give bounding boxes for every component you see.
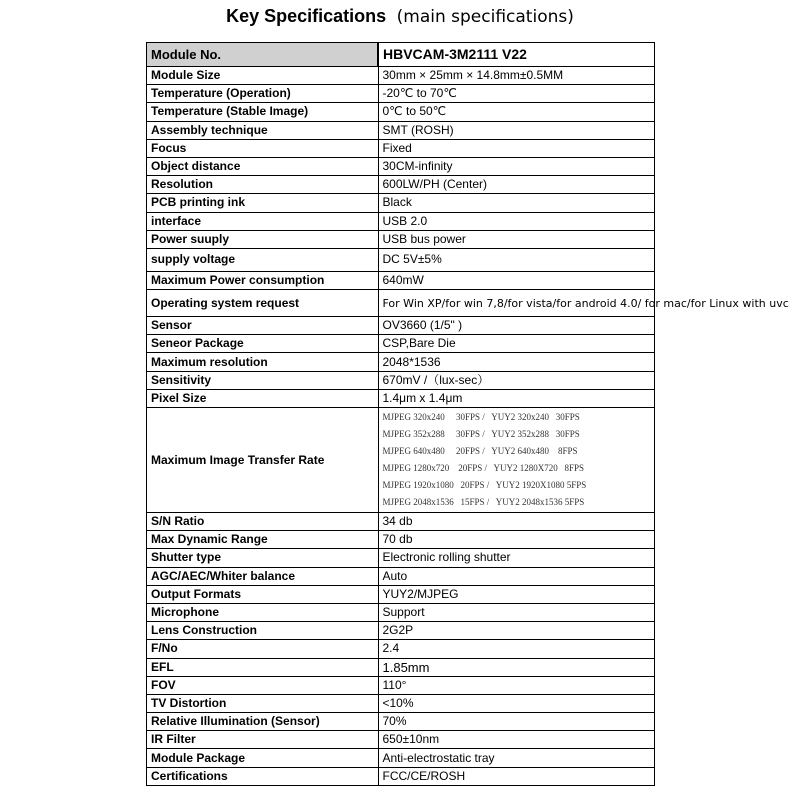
row-value: 650±10nm bbox=[378, 731, 655, 749]
row-value: 34 db bbox=[378, 513, 655, 531]
row-label: Relative Illumination (Sensor) bbox=[147, 713, 379, 731]
row-value: 2G2P bbox=[378, 622, 655, 640]
row-value: 110° bbox=[378, 676, 655, 694]
row-value: USB bus power bbox=[378, 230, 655, 248]
page-title bbox=[0, 6, 800, 27]
row-value: -20℃ to 70℃ bbox=[378, 85, 655, 103]
row-value: For Win XP/for win 7,8/for vista/for android 4.0/ for mac/for Linux with uvc bbox=[378, 290, 655, 317]
row-value: Auto bbox=[378, 567, 655, 585]
row-value: 70 db bbox=[378, 531, 655, 549]
table-row bbox=[147, 731, 655, 749]
table-row bbox=[147, 389, 655, 407]
transfer-rate-line: MJPEG 640x480 20FPS / YUY2 640x480 8FPS bbox=[382, 446, 578, 456]
row-label: EFL bbox=[147, 658, 379, 676]
row-label: Focus bbox=[147, 139, 379, 157]
table-row bbox=[147, 230, 655, 248]
table-row bbox=[147, 157, 655, 175]
table-header-row bbox=[147, 43, 655, 67]
row-value: USB 2.0 bbox=[378, 212, 655, 230]
table-row bbox=[147, 67, 655, 85]
row-label: Maximum Image Transfer Rate bbox=[147, 408, 379, 513]
row-label: Certifications bbox=[147, 767, 379, 785]
row-value: 2.4 bbox=[378, 640, 655, 658]
row-label: Assembly technique bbox=[147, 121, 379, 139]
row-label: F/No bbox=[147, 640, 379, 658]
transfer-rate-line: MJPEG 1280x720 20FPS / YUY2 1280X720 8FPS bbox=[382, 463, 584, 473]
row-value: 2048*1536 bbox=[378, 353, 655, 371]
table-row bbox=[147, 694, 655, 712]
row-label: S/N Ratio bbox=[147, 513, 379, 531]
table-row bbox=[147, 85, 655, 103]
table-row bbox=[147, 513, 655, 531]
table-row bbox=[147, 567, 655, 585]
table-row bbox=[147, 271, 655, 289]
row-label: Sensor bbox=[147, 317, 379, 335]
table-row bbox=[147, 248, 655, 271]
table-row bbox=[147, 713, 655, 731]
row-label: Resolution bbox=[147, 176, 379, 194]
row-label: FOV bbox=[147, 676, 379, 694]
transfer-rate-line: MJPEG 1920x1080 20FPS / YUY2 1920X1080 5FPS bbox=[382, 480, 587, 490]
row-value: 1.85mm bbox=[378, 658, 655, 676]
row-label: Sensitivity bbox=[147, 371, 379, 389]
row-value: Support bbox=[378, 603, 655, 621]
table-row bbox=[147, 212, 655, 230]
row-label: Maximum resolution bbox=[147, 353, 379, 371]
table-row bbox=[147, 353, 655, 371]
row-value: 30mm × 25mm × 14.8mm±0.5MM bbox=[378, 67, 655, 85]
row-value: 600LW/PH (Center) bbox=[378, 176, 655, 194]
transfer-rate-line: MJPEG 320x240 30FPS / YUY2 320x240 30FPS bbox=[382, 412, 580, 422]
row-label: Output Formats bbox=[147, 585, 379, 603]
row-label: PCB printing ink bbox=[147, 194, 379, 212]
table-row bbox=[147, 335, 655, 353]
table-row-transfer-rate bbox=[147, 408, 655, 513]
table-row bbox=[147, 749, 655, 767]
table-row bbox=[147, 658, 655, 676]
transfer-rate-list bbox=[378, 408, 655, 513]
row-label: Shutter type bbox=[147, 549, 379, 567]
row-value: YUY2/MJPEG bbox=[378, 585, 655, 603]
row-value: OV3660 (1/5" ) bbox=[378, 317, 655, 335]
table-row bbox=[147, 317, 655, 335]
row-label: Maximum Power consumption bbox=[147, 271, 379, 289]
table-row bbox=[147, 121, 655, 139]
row-value: 670mV /（lux-sec） bbox=[378, 371, 655, 389]
table-row bbox=[147, 640, 655, 658]
row-label: Pixel Size bbox=[147, 389, 379, 407]
transfer-rate-line: MJPEG 2048x1536 15FPS / YUY2 2048x1536 5FPS bbox=[382, 497, 585, 507]
row-value: 1.4μm x 1.4μm bbox=[378, 389, 655, 407]
title-subtitle: (main specifications) bbox=[396, 7, 574, 27]
row-value: Black bbox=[378, 194, 655, 212]
specifications-table bbox=[146, 42, 789, 786]
row-label: supply voltage bbox=[147, 248, 379, 271]
row-label: TV Distortion bbox=[147, 694, 379, 712]
row-label: IR Filter bbox=[147, 731, 379, 749]
row-value: 0℃ to 50℃ bbox=[378, 103, 655, 121]
row-value: 70% bbox=[378, 713, 655, 731]
row-value: 640mW bbox=[378, 271, 655, 289]
row-value: DC 5V±5% bbox=[378, 248, 655, 271]
row-label: Power suuply bbox=[147, 230, 379, 248]
title-main: Key Specifications bbox=[226, 6, 387, 26]
table-row bbox=[147, 622, 655, 640]
table-row bbox=[147, 531, 655, 549]
row-value: FCC/CE/ROSH bbox=[378, 767, 655, 785]
table-row bbox=[147, 139, 655, 157]
row-value: <10% bbox=[378, 694, 655, 712]
table-row bbox=[147, 603, 655, 621]
row-label: Max Dynamic Range bbox=[147, 531, 379, 549]
row-value: CSP,Bare Die bbox=[378, 335, 655, 353]
row-label: Temperature (Stable Image) bbox=[147, 103, 379, 121]
header-label: Module No. bbox=[147, 43, 379, 67]
row-label: Operating system request bbox=[147, 290, 379, 317]
row-value: Fixed bbox=[378, 139, 655, 157]
row-value: Anti-electrostatic tray bbox=[378, 749, 655, 767]
table-row bbox=[147, 103, 655, 121]
row-value: SMT (ROSH) bbox=[378, 121, 655, 139]
table-row bbox=[147, 176, 655, 194]
header-value: HBVCAM-3M2111 V22 bbox=[378, 43, 655, 67]
row-label: Microphone bbox=[147, 603, 379, 621]
row-label: interface bbox=[147, 212, 379, 230]
table-row bbox=[147, 767, 655, 785]
transfer-rate-line: MJPEG 352x288 30FPS / YUY2 352x288 30FPS bbox=[382, 429, 580, 439]
table-row bbox=[147, 371, 655, 389]
table-row bbox=[147, 194, 655, 212]
row-label: Lens Construction bbox=[147, 622, 379, 640]
row-label: Module Size bbox=[147, 67, 379, 85]
row-label: AGC/AEC/Whiter balance bbox=[147, 567, 379, 585]
table-row bbox=[147, 585, 655, 603]
row-value: 30CM-infinity bbox=[378, 157, 655, 175]
row-label: Object distance bbox=[147, 157, 379, 175]
table-row bbox=[147, 290, 655, 317]
row-value: Electronic rolling shutter bbox=[378, 549, 655, 567]
row-label: Temperature (Operation) bbox=[147, 85, 379, 103]
table-row bbox=[147, 549, 655, 567]
table-row bbox=[147, 676, 655, 694]
row-label: Module Package bbox=[147, 749, 379, 767]
row-label: Seneor Package bbox=[147, 335, 379, 353]
